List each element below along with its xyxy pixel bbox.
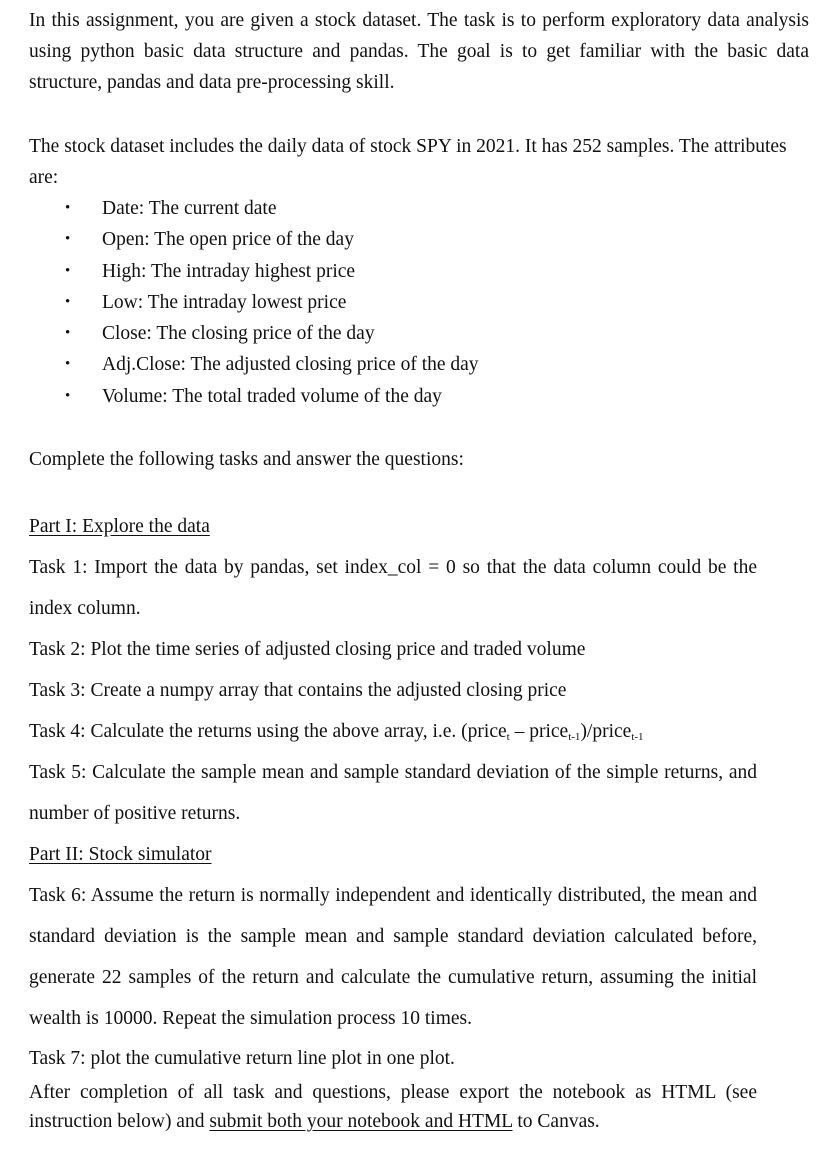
part2-heading: Part II: Stock simulator bbox=[29, 844, 212, 865]
bullet-icon: • bbox=[65, 200, 71, 216]
attribute-text: High: The intraday highest price bbox=[102, 260, 356, 282]
list-item bbox=[65, 318, 479, 349]
list-item bbox=[65, 381, 479, 412]
task1-text: Task 1: Import the data by pandas, set index_col = 0 so that the data column could be the index column. bbox=[29, 557, 757, 619]
bullet-icon: • bbox=[65, 356, 71, 373]
attribute-text: Close: The closing price of the day bbox=[102, 323, 375, 345]
task3-text: Task 3: Create a numpy array that contains the adjusted closing price bbox=[29, 680, 567, 701]
list-item bbox=[65, 256, 479, 287]
list-item bbox=[65, 287, 479, 318]
closing-paragraph: After completion of all task and questions, please export the notebook as HTML (see instruction below) and submit both your notebook and HTML to Canvas. bbox=[29, 1082, 757, 1132]
attribute-text: Adj.Close: The adjusted closing price of the day bbox=[102, 354, 479, 376]
attribute-text: Volume: The total traded volume of the day bbox=[102, 385, 442, 407]
bullet-icon: • bbox=[65, 262, 71, 279]
task4-text: Task 4: Calculate the returns using the above array, i.e. (price$_t$ – price$_{t-1}$)/price$_{t-1}$ bbox=[29, 721, 644, 743]
task7-text: Task 7: plot the cumulative return line plot in one plot. bbox=[29, 1048, 455, 1069]
instructions-text: Complete the following tasks and answer the questions: bbox=[29, 449, 464, 470]
task5-text: Task 5: Calculate the sample mean and sample standard deviation of the simple returns, and number of positive returns. bbox=[29, 762, 757, 824]
task2-text: Task 2: Plot the time series of adjusted closing price and traded volume bbox=[29, 639, 586, 660]
bullet-icon: • bbox=[65, 325, 71, 342]
part1-heading: Part I: Explore the data bbox=[29, 516, 210, 537]
bullet-icon: • bbox=[65, 387, 71, 404]
attribute-text: Open: The open price of the day bbox=[102, 229, 354, 251]
dataset-description: The stock dataset includes the daily data of stock SPY in 2021. It has 252 samples. The attributes are: bbox=[29, 136, 787, 188]
attribute-text: Date: The current date bbox=[102, 198, 277, 219]
intro-paragraph: In this assignment, you are given a stock dataset. The task is to perform exploratory data analysis using python basic data structure and pandas. The goal is to get familiar with the basic data structure, pandas and data pre-processing skill. bbox=[29, 10, 809, 93]
task6-text: Task 6: Assume the return is normally independent and identically distributed, the mean and standard deviation is the sample mean and sample standard deviation calculated before, generate 22 samples of the return and calculate the cumulative return, assuming the initial wealth is 10000. Repeat the simulation process 10 times. bbox=[29, 885, 757, 1029]
attribute-list bbox=[65, 193, 479, 412]
bullet-icon: • bbox=[65, 231, 71, 248]
attribute-text: Low: The intraday lowest price bbox=[102, 291, 347, 313]
submit-link-text: submit both your notebook and HTML bbox=[209, 1111, 513, 1132]
list-item bbox=[65, 193, 479, 224]
list-item bbox=[65, 349, 479, 380]
list-item bbox=[65, 224, 479, 255]
bullet-icon: • bbox=[65, 293, 71, 310]
